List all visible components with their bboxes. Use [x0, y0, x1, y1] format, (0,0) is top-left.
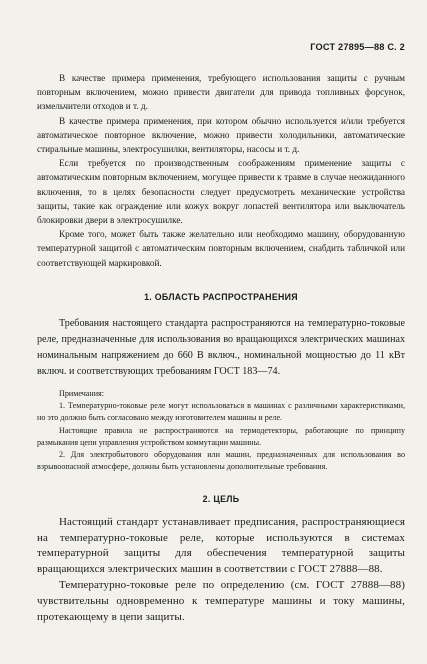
note-1: 1. Температурно-токовые реле могут использоваться в машинах с различными характеристиками, но это должно быть согласовано между изготовителем машины и реле.	[37, 400, 405, 423]
note-2: 2. Для электробытового оборудования или машин, предназначенных для использования во взрывоопасной атмосфере, должны быть установлены дополнительные требования.	[37, 450, 405, 472]
note-middle: Настоящие правила не распространяются на термодетекторы, работающие по принципу размыкания цепи управления устройством коммутации машины.	[37, 425, 405, 447]
section-2-heading: 2. ЦЕЛЬ	[202, 493, 240, 504]
intro-paragraph-3: Если требуется по производственным соображениям применение защиты с автоматическим повторным включением, могущее привести к травме в случае неожиданного включения, то в целях безопасности следует предусмотреть механические устройства защиты, такие как ограждение или кожух вокруг лопастей вентилятора или выключатель блокировки двери в электросушилке.	[37, 158, 405, 226]
section-1-heading: 1. ОБЛАСТЬ РАСПРОСТРАНЕНИЯ	[144, 291, 298, 302]
spacer	[37, 381, 405, 388]
notes-title: Примечания:	[59, 388, 105, 398]
section-2-paragraph-2: Температурно-токовые реле по определению (см. ГОСТ 27888—88) чувствительны одновременно к температуре машины и току машины, протекающему в цепи защиты.	[37, 578, 405, 623]
page-header: ГОСТ 27895—88 С. 2	[310, 42, 405, 52]
spacer	[37, 474, 405, 494]
spacer	[37, 504, 405, 515]
intro-paragraph-1: В качестве примера применения, требующего использования защиты с ручным повторным включением, можно привести двигатели для привода топливных форсунок, измельчители отходов и т. д.	[37, 73, 405, 112]
intro-paragraph-4: Кроме того, может быть также желательно или необходимо машину, оборудованную температурной защитой с автоматическим повторным включением, снабдить табличкой или соответствующей маркировкой.	[37, 229, 405, 268]
spacer	[37, 270, 405, 292]
intro-paragraph-2: В качестве примера применения, при котором обычно используется и/или требуется автоматическое повторное включение, можно привести холодильники, автоматические стиральные машины, электросушилки, вентиляторы, насосы и т. д.	[37, 115, 405, 155]
spacer	[37, 302, 405, 316]
document-body	[37, 71, 405, 625]
section-1-paragraph: Требования настоящего стандарта распространяются на температурно-токовые реле, предназначенные для использования во вращающихся электрических машинах номинальным напряжением до 660 В включ., номинальной мощностью до 11 кВт включ. и соответствующих требованиям ГОСТ 183—74.	[37, 317, 405, 378]
section-2-paragraph-1: Настоящий стандарт устанавливает предписания, распространяющиеся на температурно-токовые реле, которые используются в системах температурной защиты для обеспечения температурной защиты вращающихся электрических машин в соответствии с ГОСТ 27888—88.	[37, 515, 405, 576]
